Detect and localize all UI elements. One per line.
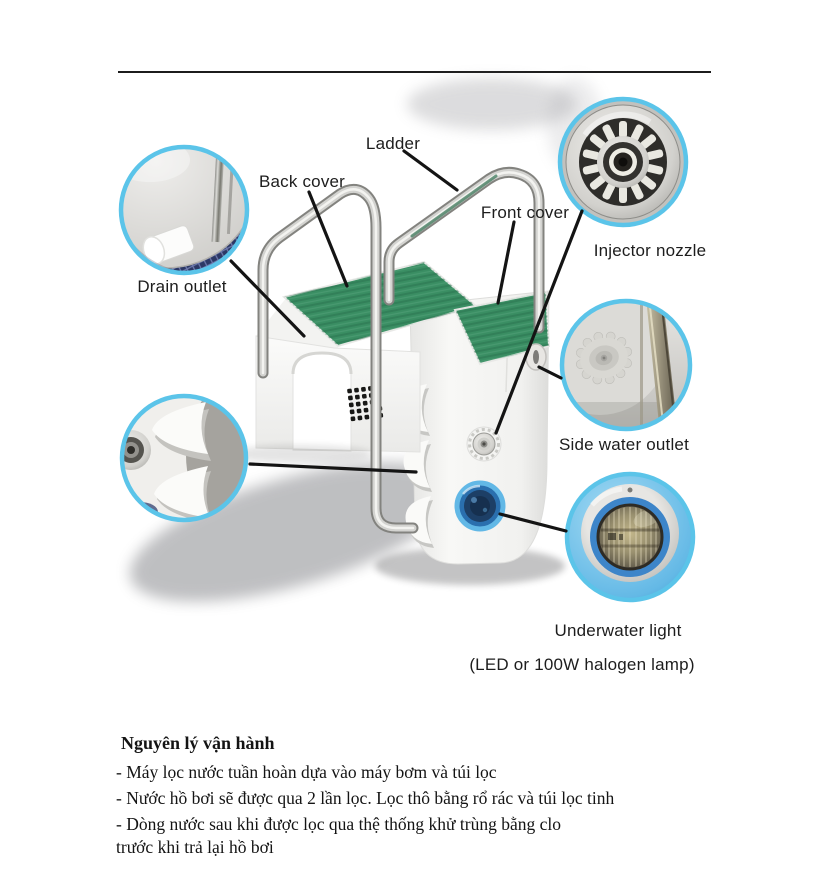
label-drain-outlet: Drain outlet bbox=[137, 277, 227, 296]
side-fitting bbox=[111, 430, 151, 470]
label-ladder: Ladder bbox=[365, 134, 421, 153]
callout-injector-nozzle-detail bbox=[559, 98, 689, 228]
label-side-water-outlet: Side water outlet bbox=[558, 435, 690, 454]
callout-side-water-outlet-detail bbox=[530, 265, 693, 434]
operating-principle-line: - Dòng nước sau khi được lọc qua thệ thống khử trùng bằng clo bbox=[116, 814, 562, 834]
label-front-cover: Front cover bbox=[480, 203, 570, 222]
leader-front-cover bbox=[498, 222, 514, 303]
leader-ladder bbox=[404, 151, 457, 190]
label-injector-nozzle: Injector nozzle bbox=[593, 241, 707, 260]
callout-underwater-light-detail bbox=[567, 474, 693, 600]
label-underwater-light-sub: (LED or 100W halogen lamp) bbox=[469, 655, 695, 674]
underwater-light-product bbox=[457, 483, 503, 529]
callout-drain-outlet-detail bbox=[73, 96, 257, 276]
operating-principle-line: trước khi trả lại hồ bơi bbox=[116, 837, 274, 857]
label-underwater-light: Underwater light bbox=[554, 621, 682, 640]
operating-principle-line: - Máy lọc nước tuần hoàn dựa vào máy bơm và túi lọc bbox=[116, 762, 497, 782]
operating-principle-line: - Nước hồ bơi sẽ được qua 2 lần lọc. Lọc thô bằng rổ rác và túi lọc tinh bbox=[116, 788, 615, 808]
operating-principle-heading: Nguyên lý vận hành bbox=[121, 733, 275, 753]
label-back-cover: Back cover bbox=[258, 172, 346, 191]
